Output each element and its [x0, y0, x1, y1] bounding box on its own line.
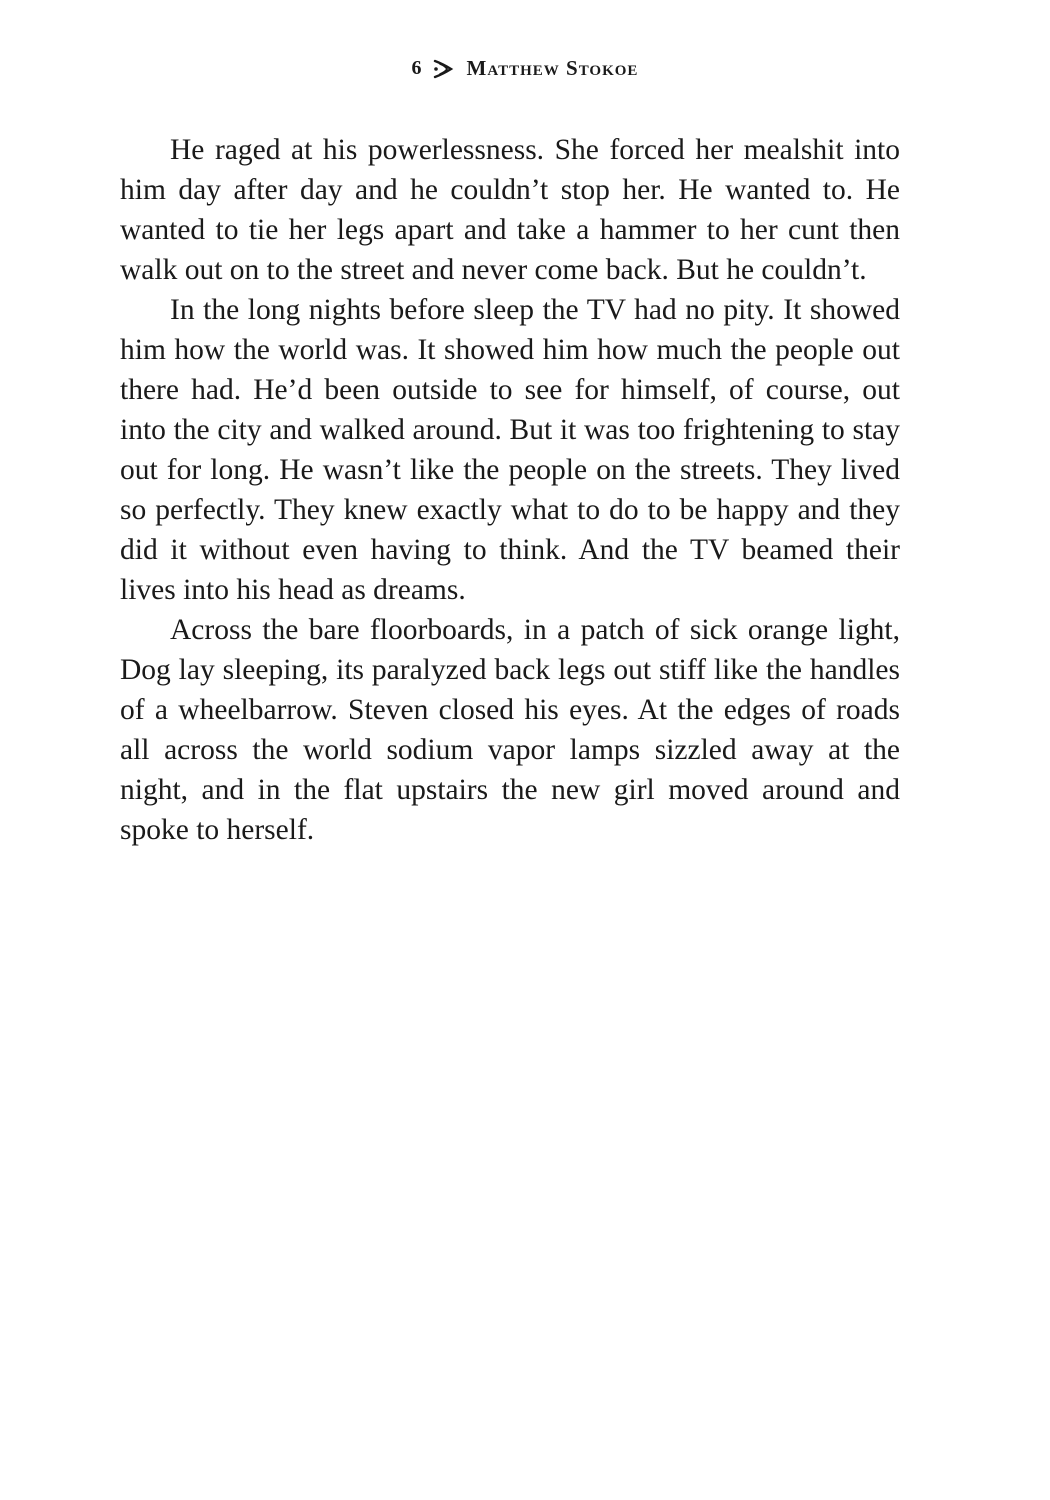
paragraph: Across the bare floorboards, in a patch of sick orange light, Dog lay sleeping, its paralyzed back legs out stiff like the handles of a wheelbarrow. Steven closed his eyes. At the edges of roads all across the world sodium vapor lamps sizzled away at the night, and in the flat upstairs the new girl moved around and spoke to herself. [120, 614, 900, 846]
chevron-flourish-icon [431, 58, 457, 80]
paragraph: He raged at his powerlessness. She forced her mealshit into him day after day and he couldn’t stop her. He wanted to. He wanted to tie her legs apart and take a hammer to her cunt then walk out on to the street and never come back. But he couldn’t. [120, 134, 900, 286]
body-text [120, 130, 900, 850]
running-head [0, 56, 1050, 81]
page-number: 6 [411, 57, 423, 79]
author-name: Matthew Stokoe [466, 56, 639, 80]
paragraph: In the long nights before sleep the TV had no pity. It showed him how the world was. It showed him how much the people out there had. He’d been outside to see for himself, of course, out into the city and walked around. But it was too frightening to stay out for long. He wasn’t like the people on the streets. They lived so perfectly. They knew exactly what to do to be happy and they did it without even having to think. And the TV beamed their lives into his head as dreams. [120, 294, 900, 606]
